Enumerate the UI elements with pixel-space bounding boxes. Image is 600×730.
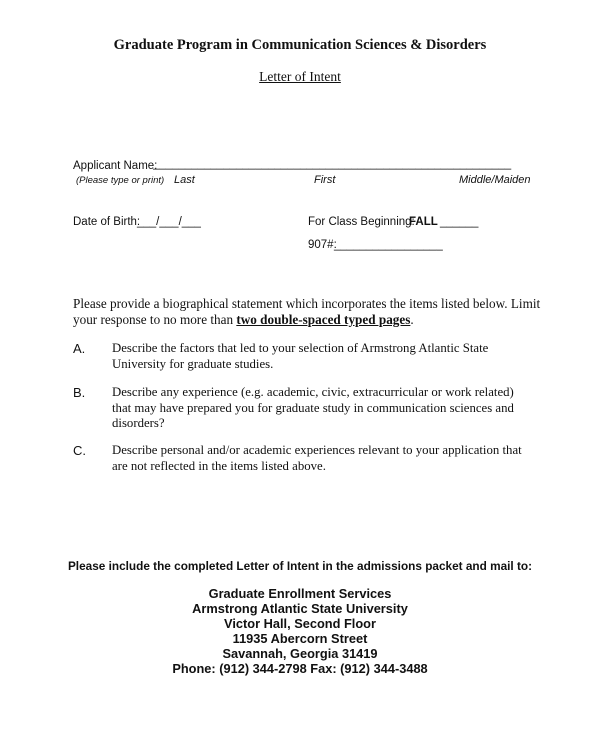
letter-of-intent-heading: Letter of Intent	[259, 69, 341, 84]
dob-label: Date of Birth:	[73, 216, 141, 228]
item-c-text: Describe personal and/or academic experiences relevant to your application that are not reflected in the items listed above.	[112, 443, 522, 473]
item-b-text: Describe any experience (e.g. academic, civic, extracurricular or work related) that may have prepared you for graduate study in communication sciences and disorders?	[112, 385, 514, 430]
applicant-name-line[interactable]: ________________________________________________________	[153, 158, 512, 170]
class-term-value: FALL	[409, 216, 438, 228]
middle-name-caption: Middle/Maiden	[459, 174, 531, 186]
document-subtitle	[0, 69, 600, 85]
item-c-letter: C.	[73, 443, 86, 458]
item-b-letter: B.	[73, 385, 86, 400]
last-name-caption: Last	[174, 174, 195, 186]
address-line-2: Armstrong Atlantic State University	[192, 601, 408, 616]
instructions-line-1: Please provide a biographical statement which incorporates the items listed below. Limit	[73, 296, 541, 311]
item-a-text: Describe the factors that led to your selection of Armstrong Atlantic State University for graduate studies.	[112, 341, 489, 371]
page-limit-emphasis: two double-spaced typed pages	[236, 312, 411, 327]
instructions-line-2	[73, 312, 414, 328]
address-line-4: 11935 Abercorn Street	[232, 631, 368, 646]
document-title: Graduate Program in Communication Sciences & Disorders	[113, 37, 487, 53]
applicant-name-label: Applicant Name:	[73, 160, 158, 172]
address-line-5: Savannah, Georgia 31419	[222, 646, 378, 661]
item-a-letter: A.	[73, 341, 86, 356]
first-name-caption: First	[314, 174, 336, 186]
type-or-print-hint: (Please type or print)	[76, 175, 165, 186]
instructions-prefix: your response to no more than	[73, 312, 237, 327]
id-number-label: 907#:	[308, 239, 337, 251]
class-year-field[interactable]: ______	[440, 216, 479, 228]
address-line-1: Graduate Enrollment Services	[208, 586, 392, 601]
class-beginning-label: For Class Beginning:	[308, 216, 415, 228]
id-number-field[interactable]: _________________	[334, 239, 443, 251]
dob-field[interactable]: ___/___/___	[137, 216, 201, 228]
mailing-instructions: Please include the completed Letter of Intent in the admissions packet and mail to:	[67, 559, 533, 573]
contact-phone-fax: Phone: (912) 344-2798 Fax: (912) 344-3488	[172, 661, 428, 676]
address-line-3: Victor Hall, Second Floor	[224, 616, 376, 631]
instructions-suffix: .	[410, 312, 414, 327]
